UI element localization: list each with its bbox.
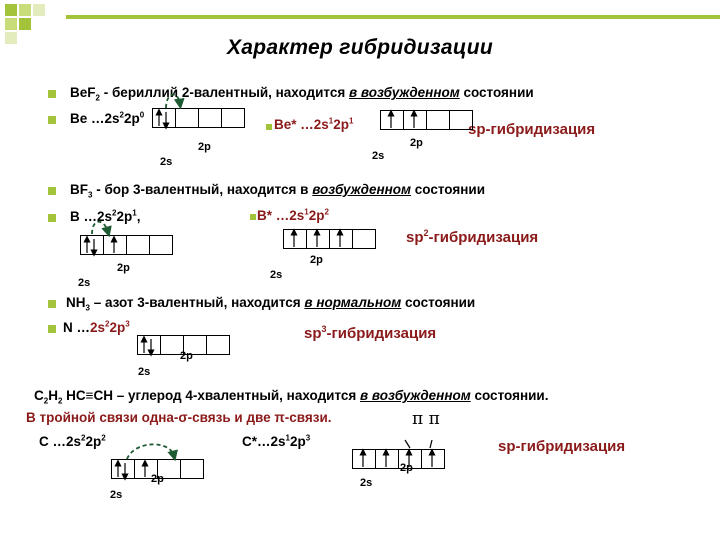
be-excited-main: Be* …2s [274, 117, 329, 132]
c-pi-labels: π π [412, 409, 440, 429]
c-ground-p-exp: 2 [101, 433, 106, 443]
n-text: – азот 3-валентный, находится [89, 295, 305, 310]
n-config-s: 2s [90, 320, 106, 335]
b-excited-main: B* …2s [257, 208, 305, 223]
be-config-mid: 2p [123, 111, 140, 126]
c-excited-label-2s: 2s [360, 477, 373, 489]
be-label-2s: 2s [160, 156, 173, 168]
b-config-main: B …2s [70, 209, 113, 224]
n-label-2s: 2s [138, 366, 151, 378]
n-formula: NH [66, 295, 86, 310]
n-config-main: N … [63, 320, 90, 335]
n-hyb-pre: sp [304, 325, 322, 342]
pi-pointer-icon [430, 440, 432, 448]
n-formula-sub: 3 [85, 303, 90, 313]
c-excited-main: C*…2s [242, 434, 286, 449]
be-formula: BeF [70, 85, 96, 100]
b-config-mid: 2p [116, 209, 133, 224]
b-config-p-exp: 1 [132, 208, 137, 218]
be-state: в возбужденном [349, 85, 460, 100]
c-ground-s-exp: 2 [81, 433, 86, 443]
b-excited-mid: 2p [308, 208, 325, 223]
c-excited-label-2p: 2p [400, 462, 413, 474]
n-hyb-post: -гибридизация [326, 325, 437, 342]
b-formula: BF [70, 182, 88, 197]
c-excited-p-exp: 3 [305, 433, 311, 443]
c-excited-mid: 2p [289, 434, 306, 449]
be-config-main: Be …2s [70, 111, 120, 126]
b-label-2s: 2s [78, 277, 91, 289]
c-note: В тройной связи одна-σ-связь и две π-связи. [26, 410, 332, 425]
be-hybridization: sp-гибридизация [468, 121, 596, 138]
be-excited-label-2p: 2p [410, 137, 423, 149]
be-tail: состоянии [459, 85, 534, 100]
c-excited-s-exp: 1 [285, 433, 290, 443]
b-text: - бор 3-валентный, находится в [92, 182, 313, 197]
be-config-p-exp: 0 [139, 110, 145, 120]
c-formula-sub2: 2 [57, 396, 63, 406]
b-tail: состоянии [411, 182, 485, 197]
c-label-2s: 2s [110, 489, 123, 501]
b-hyb-post: -гибридизация [428, 229, 539, 246]
be-excited-s-exp: 1 [328, 116, 334, 126]
b-excited-label-2p: 2p [310, 254, 323, 266]
be-label-2p: 2p [198, 141, 211, 153]
c-ground-mid: 2p [85, 434, 102, 449]
b-excited-p-exp: 2 [324, 207, 329, 217]
pi-pointer-icon [405, 440, 410, 448]
c-excitation-arrow-icon [127, 444, 174, 459]
be-excited-label-2s: 2s [372, 150, 385, 162]
c-tail: состоянии. [470, 388, 549, 403]
b-hyb-pre: sp [406, 229, 424, 246]
c-ground-main: C …2s [39, 434, 82, 449]
be-text: - бериллий 2-валентный, находится [99, 85, 349, 100]
n-config-mid: 2p [109, 320, 126, 335]
n-hyb-exp: 3 [321, 324, 327, 334]
b-hyb-exp: 2 [423, 228, 429, 238]
b-label-2p: 2p [117, 262, 130, 274]
page-title: Характер гибридизации [227, 36, 493, 59]
c-label-2p: 2p [151, 473, 164, 485]
b-formula-sub: 3 [88, 190, 93, 200]
n-config-s-exp: 2 [105, 319, 110, 329]
c-state: в возбужденном [360, 388, 471, 403]
be-config-s-exp: 2 [119, 110, 124, 120]
b-config-tail: , [136, 209, 141, 224]
be-excitation-arrow-icon [166, 95, 180, 108]
b-config-s-exp: 2 [112, 208, 117, 218]
c-hybridization: sp-гибридизация [498, 438, 626, 455]
c-formula-sub1: 2 [43, 396, 49, 406]
n-config-p-exp: 3 [125, 319, 130, 329]
be-excited-mid: 2p [333, 117, 349, 132]
be-formula-sub: 2 [95, 93, 100, 103]
c-text: HC≡CH – углерод 4-хвалентный, находится [62, 388, 361, 403]
be-excited-p-exp: 1 [349, 116, 354, 126]
c-formula: C [34, 388, 44, 403]
c-formula-h: H [48, 388, 58, 403]
n-label-2p: 2p [180, 350, 193, 362]
n-tail: состоянии [401, 295, 476, 310]
b-excited-s-exp: 1 [304, 207, 309, 217]
n-state: в нормальном [304, 295, 402, 310]
b-excitation-arrow-icon [92, 222, 108, 234]
b-excited-label-2s: 2s [270, 269, 283, 281]
b-state: возбужденном [312, 182, 412, 197]
